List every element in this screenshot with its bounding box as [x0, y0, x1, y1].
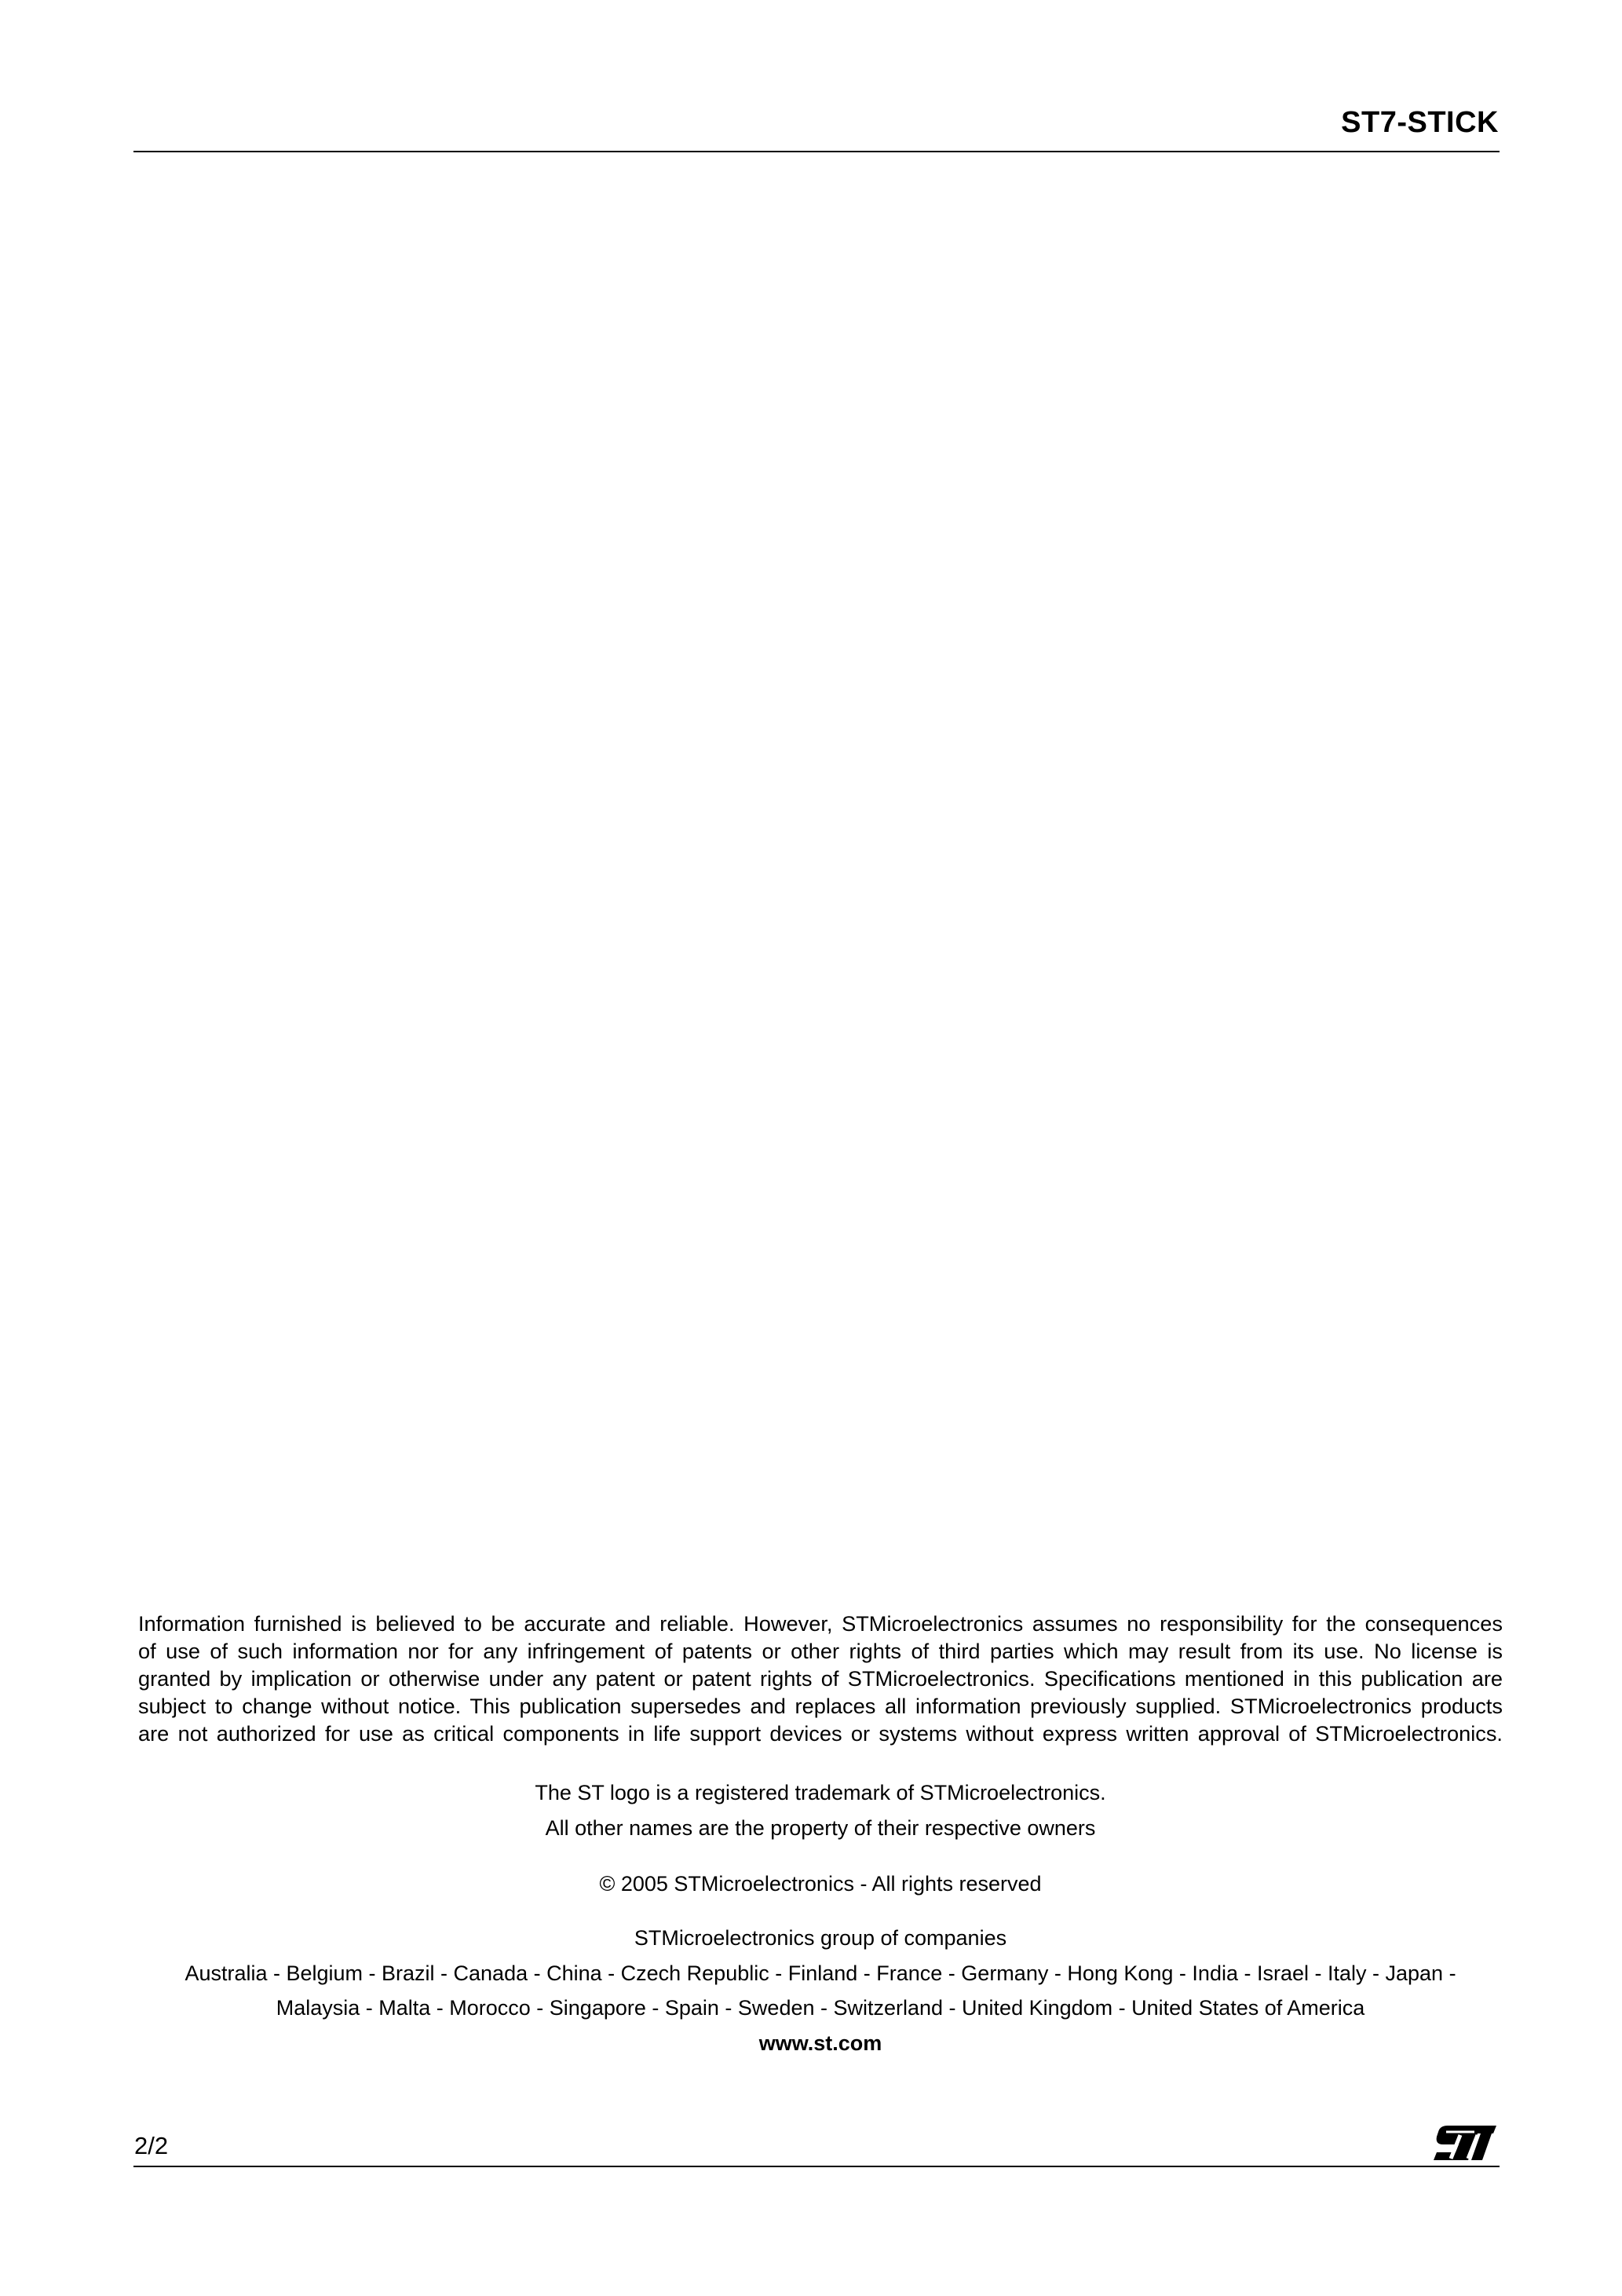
countries-list: Malaysia - Malta - Morocco - Singapore - Spain - Sweden - Switzerland - United Kingdom - United States of America [276, 1996, 1365, 2020]
copyright-notice: © 2005 STMicroelectronics - All rights reserved [599, 1872, 1042, 1896]
disclaimer-line: granted by implication or otherwise under any patent or patent rights of STMicroelectronics. Specifications mentioned in this publication are [138, 1666, 1503, 1691]
owners-line: All other names are the property of their respective owners [545, 1816, 1096, 1840]
st-logo-icon [1429, 2124, 1498, 2162]
page-number: 2/2 [134, 2132, 169, 2159]
website-link[interactable]: www.st.com [758, 2031, 882, 2055]
disclaimer-line: are not authorized for use as critical components in life support devices or systems without express written approval of STMicroelectronics. [138, 1721, 1503, 1746]
header-divider [133, 151, 1500, 152]
trademark-notice [138, 1779, 1503, 1842]
trademark-line: The ST logo is a registered trademark of STMicroelectronics. [535, 1781, 1106, 1804]
document-title: ST7-STICK [1341, 106, 1499, 139]
disclaimer-line: Information furnished is believed to be accurate and reliable. However, STMicroelectronics assumes no responsibility for the consequences [138, 1611, 1503, 1636]
disclaimer-line: of use of such information nor for any infringement of patents or other rights of third parties which may result from its use. No license is [138, 1639, 1503, 1663]
group-title: STMicroelectronics group of companies [634, 1926, 1007, 1950]
disclaimer-line: subject to change without notice. This publication supersedes and replaces all information previously supplied. STMicroelectronics products [138, 1694, 1503, 1718]
countries-list: Australia - Belgium - Brazil - Canada - China - Czech Republic - Finland - France - Germany - Hong Kong - India - Israel - Italy - Japan - [184, 1961, 1456, 1985]
footer-divider [133, 2166, 1500, 2167]
company-group [138, 1925, 1503, 2057]
legal-disclaimer [138, 1610, 1503, 1747]
